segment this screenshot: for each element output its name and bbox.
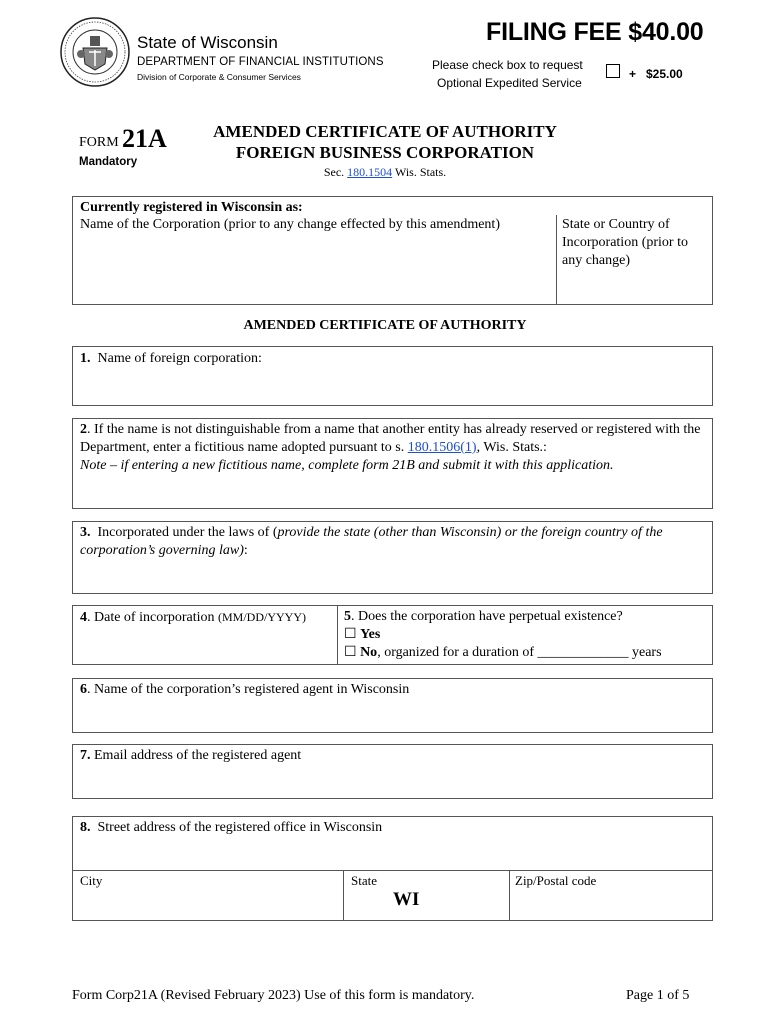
- yes-checkbox[interactable]: ☐: [344, 627, 357, 642]
- form-label: FORM: [79, 135, 119, 150]
- item-5-number: 5: [344, 609, 351, 624]
- item-4-text: . Date of incorporation: [87, 610, 215, 625]
- department-name: DEPARTMENT OF FINANCIAL INSTITUTIONS: [137, 56, 384, 68]
- item-1-box[interactable]: [72, 346, 713, 406]
- duration-text: , organized for a duration of _____________ years: [377, 645, 662, 660]
- registered-box: [72, 196, 713, 305]
- zip-label: Zip/Postal code: [515, 873, 597, 888]
- perpetual-yes-option[interactable]: [344, 626, 380, 644]
- incorporation-state-label: State or Country of Incorporation (prior to any change): [562, 217, 688, 268]
- item-3-label: [80, 524, 708, 560]
- expedite-checkbox[interactable]: [606, 64, 620, 78]
- item-8-number: 8.: [80, 820, 91, 835]
- item-2-text-a: . If the name is not distinguishable from a name that another entity has already reserved or registered with the Department, enter a fictitious name adopted pursuant to s.: [80, 422, 701, 455]
- state-name: State of Wisconsin: [137, 33, 278, 52]
- filing-fee: FILING FEE $40.00: [486, 18, 704, 46]
- no-label: No: [360, 645, 378, 660]
- state-value: WI: [393, 889, 420, 910]
- item-6-box[interactable]: [72, 678, 713, 733]
- item-3-text-a: Incorporated under the laws of (: [97, 525, 278, 540]
- expedite-text-1: Please check box to request: [432, 58, 583, 72]
- statute-prefix: Sec.: [323, 165, 345, 179]
- statute-link[interactable]: 180.1504: [347, 165, 393, 179]
- expedite-text-2: Optional Expedited Service: [437, 76, 582, 90]
- item-7-box[interactable]: [72, 744, 713, 799]
- corp-name-label: Name of the Corporation (prior to any change effected by this amendment): [80, 217, 500, 232]
- item-8-label: [80, 819, 382, 837]
- item-3-text-italic: provide the state (other than Wisconsin) or the foreign country of the corporation’s governing law): [80, 525, 663, 558]
- city-label: City: [80, 873, 103, 888]
- item-4-number: 4: [80, 610, 87, 625]
- item-4-format: (MM/DD/YYYY): [218, 610, 307, 624]
- form-number: 21A: [122, 124, 167, 153]
- no-checkbox[interactable]: ☐: [344, 645, 357, 660]
- yes-label: Yes: [360, 627, 381, 642]
- item-3-box[interactable]: [72, 521, 713, 594]
- incorporation-state-field[interactable]: [560, 271, 710, 301]
- item-6-label: [80, 681, 409, 699]
- item-2-statute-link[interactable]: 180.1506(1): [407, 440, 477, 455]
- city-field[interactable]: [77, 889, 339, 917]
- incorporation-date-field[interactable]: [77, 628, 333, 662]
- mandatory-label: Mandatory: [79, 156, 138, 168]
- form-title-line-1: AMENDED CERTIFICATE OF AUTHORITY: [213, 122, 557, 141]
- page-number: Page 1 of 5: [626, 988, 690, 1003]
- statute-suffix: Wis. Stats.: [394, 165, 447, 179]
- item-3-number: 3.: [80, 525, 91, 540]
- state-seal-logo: [59, 16, 131, 88]
- zip-field[interactable]: [513, 889, 708, 917]
- item-2-label: [80, 421, 708, 457]
- state-label: State: [351, 873, 377, 888]
- item-7-text: Email address of the registered agent: [94, 748, 302, 763]
- item-1-text: Name of foreign corporation:: [97, 351, 262, 366]
- item-2-box[interactable]: [72, 418, 713, 509]
- street-address-field[interactable]: [77, 839, 707, 869]
- item-4-label: [80, 608, 306, 627]
- item-5-text: . Does the corporation have perpetual existence?: [351, 609, 623, 624]
- registered-heading: Currently registered in Wisconsin as:: [80, 200, 303, 215]
- item-1-number: 1.: [80, 351, 91, 366]
- item-7-label: [80, 747, 301, 765]
- item-7-number: 7.: [80, 748, 91, 763]
- perpetual-no-option[interactable]: [344, 644, 662, 662]
- section-heading: AMENDED CERTIFICATE OF AUTHORITY: [243, 318, 527, 333]
- item-6-text: . Name of the corporation’s registered agent in Wisconsin: [87, 682, 410, 697]
- item-4-5-box: [72, 605, 713, 665]
- item-8-box: [72, 816, 713, 921]
- corp-name-field[interactable]: [77, 237, 552, 301]
- statute-reference: [0, 165, 770, 180]
- item-2-number: 2: [80, 422, 87, 437]
- footer-form-note: Form Corp21A (Revised February 2023) Use of this form is mandatory.: [72, 988, 475, 1003]
- item-3-text-b: :: [243, 543, 248, 558]
- item-6-number: 6: [80, 682, 87, 697]
- item-5-label: [344, 608, 623, 626]
- item-1-label: [80, 350, 262, 368]
- form-title-line-2: FOREIGN BUSINESS CORPORATION: [235, 143, 535, 162]
- item-2-note: Note – if entering a new fictitious name, complete form 21B and submit it with this application.: [80, 458, 614, 473]
- item-8-text: Street address of the registered office in Wisconsin: [97, 820, 383, 835]
- division-name: Division of Corporate & Consumer Services: [137, 72, 301, 82]
- expedite-fee: + $25.00: [629, 67, 683, 81]
- item-2-text-b: , Wis. Stats.:: [476, 440, 547, 455]
